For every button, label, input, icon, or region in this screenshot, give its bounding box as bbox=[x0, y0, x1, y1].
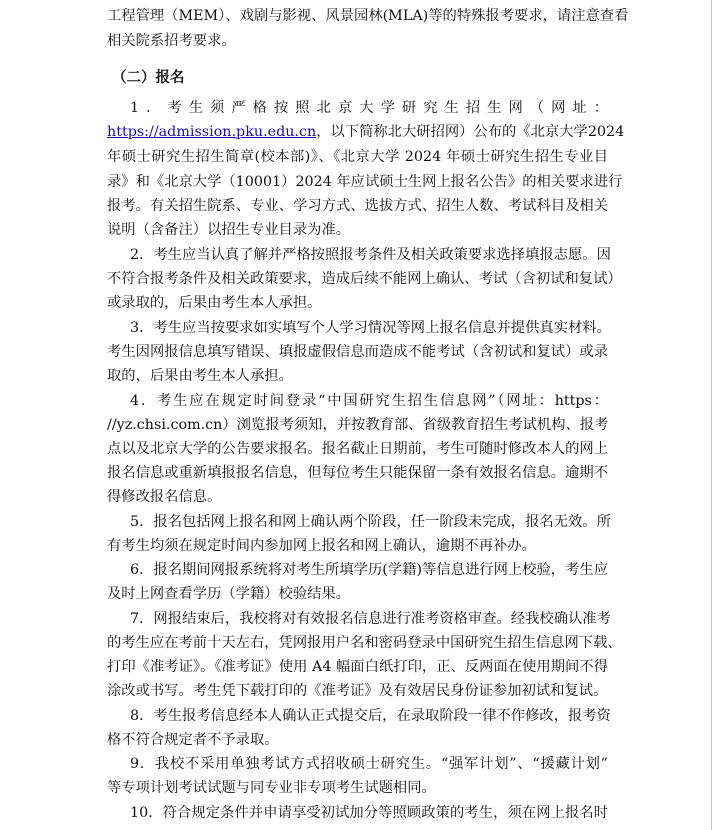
p8-line-2: 格不符合规定者不予录取。 bbox=[107, 732, 279, 748]
p7-line-1: 7．网报结束后，我校将对有效报名信息进行准考资格审查。经我校确认准考 bbox=[130, 611, 611, 627]
p3-line-3: 取的，后果由考生本人承担。 bbox=[107, 368, 293, 384]
p7-line-4: 涂改或书写。考生凭下载打印的《准考证》及有效居民身份证参加初试和复试。 bbox=[107, 683, 608, 699]
section-heading: （二）报名 bbox=[112, 70, 185, 86]
p5-line-1: 5．报名包括网上报名和网上确认两个阶段，任一阶段未完成，报名无效。所 bbox=[130, 514, 611, 530]
p4-line-5: 得修改报名信息。 bbox=[107, 489, 222, 505]
p4-line-1: 4．考生应在规定时间登录“中国研究生招生信息网”（网址：https： bbox=[130, 393, 608, 409]
intro-line-1: 工程管理（MEM）、戏剧与影视、风景园林(MLA)等的特殊报考要求，请注意查看 bbox=[107, 8, 629, 24]
admission-url-link[interactable]: https://admission.pku.edu.cn bbox=[107, 124, 317, 140]
p3-line-1: 3．考生应当按要求如实填写个人学习情况等网上报名信息并提供真实材料。 bbox=[130, 320, 611, 336]
p1-line-2 bbox=[107, 120, 625, 144]
p4-line-4: 报名信息或重新填报报名信息，但每位考生只能保留一条有效报名信息。逾期不 bbox=[107, 465, 608, 481]
p10-line-1: 10．符合规定条件并申请享受初试加分等照顾政策的考生，须在网上报名时 bbox=[130, 805, 608, 821]
p7-line-2: 的考生应在考前十天左右，凭网报用户名和密码登录中国研究生招生信息网下载、 bbox=[107, 635, 622, 651]
p1-line-1: 1．考生须严格按照北京大学研究生招生网（网址： bbox=[130, 100, 608, 116]
p6-line-1: 6．报名期间网报系统将对考生所填学历(学籍)等信息进行网上校验，考生应 bbox=[130, 562, 608, 578]
p4-line-3: 点以及北京大学的公告要求报名。报名截止日期前，考生可随时修改本人的网上 bbox=[107, 441, 608, 457]
page-edge-divider bbox=[711, 0, 712, 830]
intro-line-2: 相关院系招考要求。 bbox=[107, 33, 236, 49]
p9-line-1: 9．我校不采用单独考试方式招收硕士研究生。“强军计划”、“援藏计划” bbox=[130, 756, 608, 772]
p1-line-6: 说明（含备注）以招生专业目录为准。 bbox=[107, 222, 351, 238]
p2-line-1: 2．考生应当认真了解并严格按照报考条件及相关政策要求选择填报志愿。因 bbox=[130, 247, 611, 263]
p2-line-2: 不符合报考条件及相关政策要求，造成后续不能网上确认、考试（含初试和复试） bbox=[107, 271, 622, 287]
p2-line-3: 或录取的，后果由考生本人承担。 bbox=[107, 295, 322, 311]
p6-line-2: 及时上网查看学历（学籍）校验结果。 bbox=[107, 586, 351, 602]
p3-line-2: 考生因网报信息填写错误、填报虚假信息而造成不能考试（含初试和复试）或录 bbox=[107, 344, 608, 360]
p1-line-3: 年硕士研究生招生简章(校本部)》、《北京大学 2024 年硕士研究生招生专业目 bbox=[107, 149, 608, 165]
p5-line-2: 有考生均须在规定时间内参加网上报名和网上确认，逾期不再补办。 bbox=[107, 538, 536, 554]
p1-line-4: 录》和《北京大学（10001）2024 年应试硕士生网上报名公告》的相关要求进行 bbox=[107, 174, 623, 190]
p1-line-2-text: ，以下简称北大研招网）公布的《北京大学2024 bbox=[316, 124, 625, 140]
p9-line-2: 等专项计划考试试题与同专业非专项考生试题相同。 bbox=[107, 780, 436, 796]
p1-line-5: 报考。有关招生院系、专业、学习方式、选拔方式、招生人数、考试科目及相关 bbox=[107, 198, 608, 214]
p4-line-2: //yz.chsi.com.cn）浏览报考须知，并按教育部、省级教育招生考试机构、报考 bbox=[107, 417, 609, 433]
p8-line-1: 8．考生报考信息经本人确认正式提交后，在录取阶段一律不作修改，报考资 bbox=[130, 708, 611, 724]
p7-line-3: 打印《准考证》。《准考证》使用 A4 幅面白纸打印，正、反两面在使用期间不得 bbox=[107, 659, 608, 675]
